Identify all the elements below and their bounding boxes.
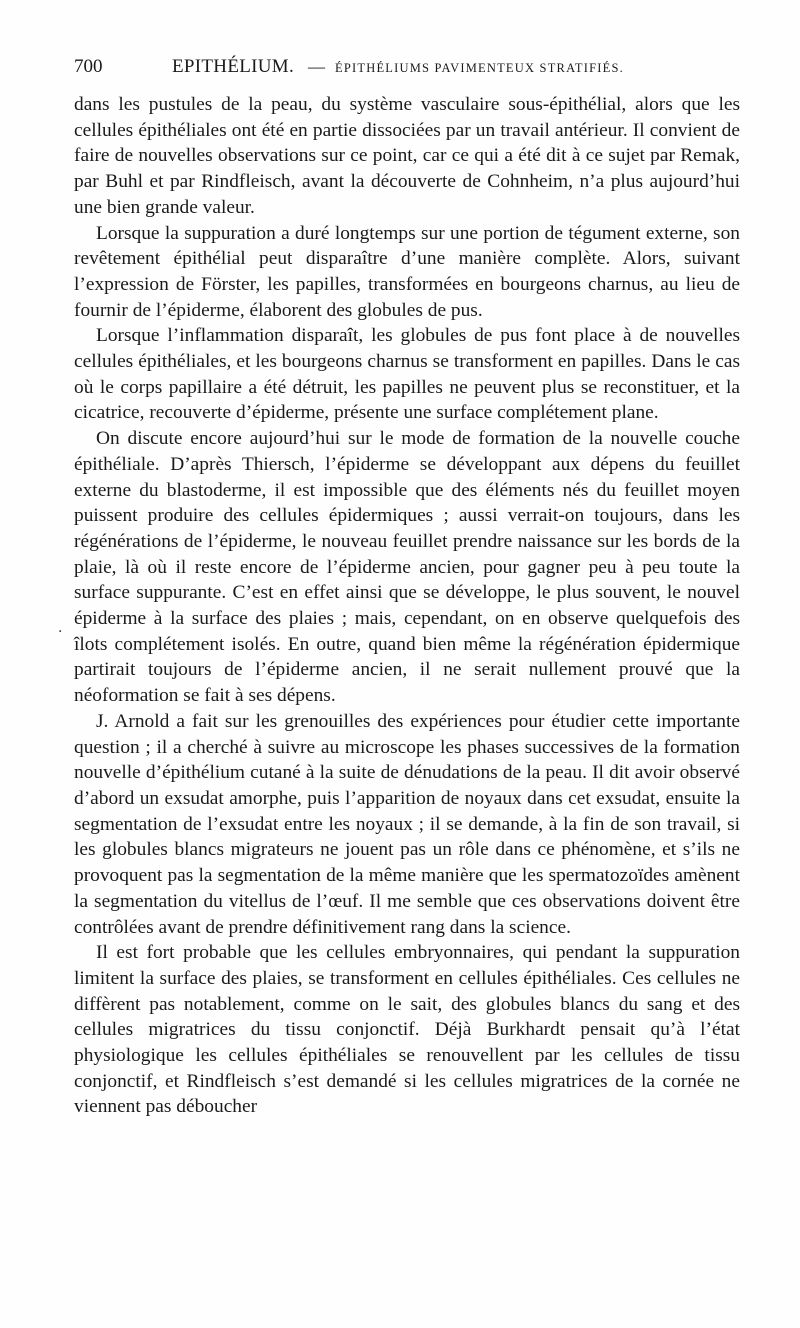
margin-mark: · [58, 624, 63, 640]
paragraph: J. Arnold a fait sur les grenouilles des expériences pour étudier cette importante question ; il a cherché à suivre au microscope les phases successives de la formation nouvelle d’épithélium cutané à la suite de dénudations de la peau. Il dit avoir observé d’abord un exsudat amorphe, puis l’apparition de noyaux dans cet exsudat, ensuite la segmentation de l’exsudat entre les noyaux ; il se demande, à la fin de son travail, si les globules blancs migrateurs ne jouent pas un rôle dans ce phénomène, et s’ils ne provoquent pas la segmentation de la même manière que les spermatozoïdes amènent la segmentation du vitellus de l’œuf. Il me semble que ces observations doivent être contrôlées avant de prendre définitivement rang dans la science. [74, 710, 740, 938]
paragraph-continuation: dans les pustules de la peau, du système vasculaire sous-épithélial, alors que les cellules épithéliales ont été en partie dissociées par un travail antérieur. Il convient de faire de nouvelles observations sur ce point, car ce qui a été dit à ce sujet par Remak, par Buhl et par Rindfleisch, avant la découverte de Cohnheim, n’a plus aujourd’hui une bien grande valeur. [74, 94, 740, 218]
running-head [74, 56, 740, 86]
paragraph: Il est fort probable que les cellules embryonnaires, qui pendant la suppuration limitent la surface des plaies, se transforment en cellules épithéliales. Ces cellules ne diffèrent pas notablement, comme on le sait, des globules blancs du sang et des cellules migratrices du tissu conjonctif. Déjà Burkhardt pensait qu’à l’état physiologique les cellules épithéliales se renouvellent par les cellules de tissu conjonctif, et Rindfleisch s’est demandé si les cellules migratrices de la cornée ne viennent pas déboucher [74, 942, 740, 1118]
section-title: ÉPITHÉLIUMS PAVIMENTEUX STRATIFIÉS. [335, 61, 624, 75]
body-text [74, 92, 740, 1120]
paragraph: On discute encore aujourd’hui sur le mode de formation de la nouvelle couche épithéliale. D’après Thiersch, l’épiderme se développant aux dépens du feuillet externe du blastoderme, il est impossible que des éléments nés du feuillet moyen puissent produire des cellules épidermiques ; aussi verrait-on toujours, dans les régénérations de l’épiderme, le nouveau feuillet prendre naissance sur les bords de la plaie, là où il reste encore de l’épiderme ancien, pour gagner peu à peu toute la surface suppurante. C’est en effet ainsi que se développe, le plus souvent, le nouvel épiderme à la surface des plaies ; mais, cependant, on en observe quelquefois des îlots complétement isolés. En outre, quand bien même la régénération épidermique partirait toujours de l’épiderme ancien, il ne serait nullement prouvé que la néoformation se fait à ses dépens. [74, 428, 740, 707]
paragraph: Lorsque l’inflammation disparaît, les globules de pus font place à de nouvelles cellules épithéliales, et les bourgeons charnus se transforment en papilles. Dans le cas où le corps papillaire a été détruit, les papilles ne peuvent plus se reconstituer, et la cicatrice, recouverte d’épiderme, présente une surface complétement plane. [74, 325, 740, 424]
paragraph: Lorsque la suppuration a duré longtemps sur une portion de tégument externe, son revêtement épithélial peut disparaître d’une manière complète. Alors, suivant l’expression de Förster, les papilles, transformées en bourgeons charnus, au lieu de fournir de l’épiderme, élaborent des globules de pus. [74, 222, 740, 321]
chapter-title: EPITHÉLIUM. [172, 56, 295, 77]
header-dash: — [308, 57, 326, 76]
page-number: 700 [74, 56, 103, 77]
